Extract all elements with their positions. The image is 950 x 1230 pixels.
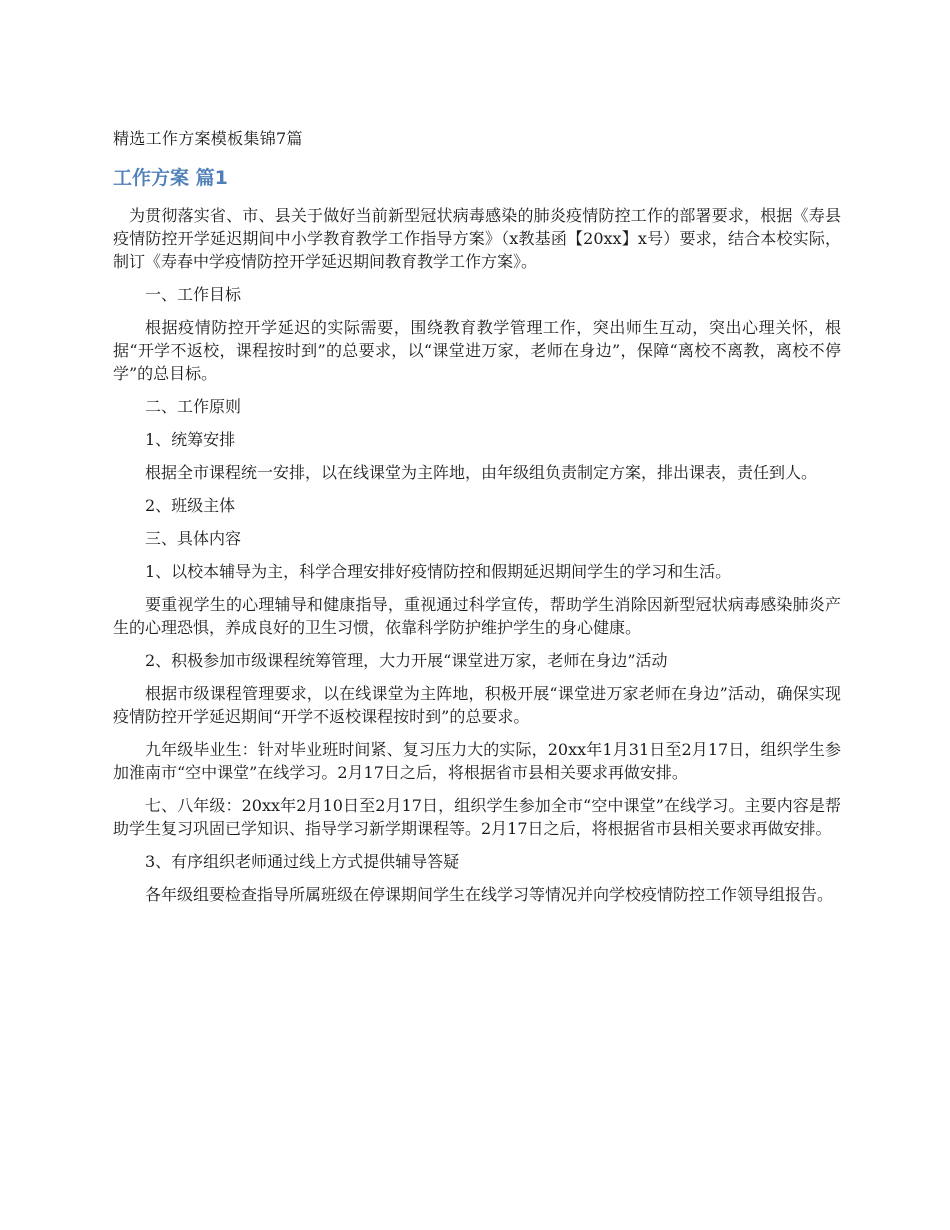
subheading-school-tutoring: 1、以校本辅导为主，科学合理安排好疫情防控和假期延迟期间学生的学习和生活。 — [145, 562, 732, 581]
paragraph-work-goal: 根据疫情防控开学延迟的实际需要，围绕教育教学管理工作，突出师生互动，突出心理关怀，根据“开学不返校，课程按时到”的总要求，以“课堂进万家，老师在身边”，保障“离校不离教，离校不停学”的总目标。 — [113, 318, 841, 383]
heading-work-principle: 二、工作原则 — [145, 397, 242, 416]
paragraph-grade-nine: 九年级毕业生：针对毕业班时间紧、复习压力大的实际，20xx年1月31日至2月17日，组织学生参加淮南市“空中课堂”在线学习。2月17日之后，将根据省市县相关要求再做安排。 — [113, 740, 841, 782]
subheading-city-courses: 2、积极参加市级课程统筹管理，大力开展“课堂进万家，老师在身边”活动 — [145, 651, 668, 670]
section-heading: 工作方案 篇1 — [113, 167, 228, 189]
paragraph-grade-seven-eight: 七、八年级：20xx年2月10日至2月17日，组织学生参加全市“空中课堂”在线学习。主要内容是帮助学生复习巩固已学知识、指导学习新学期课程等。2月17日之后，将根据省市县相关要求再做安排。 — [113, 796, 841, 838]
paragraph-overall-planning: 根据全市课程统一安排，以在线课堂为主阵地，由年级组负责制定方案，排出课表，责任到人。 — [145, 463, 818, 482]
document-body — [113, 204, 841, 916]
document-title: 精选工作方案模板集锦7篇 — [113, 129, 303, 148]
paragraph-intro: 为贯彻落实省、市、县关于做好当前新型冠状病毒感染的肺炎疫情防控工作的部署要求，根据《寿县疫情防控开学延迟期间中小学教育教学工作指导方案》（x教基函【20xx】x号）要求，结合本校实际，制订《寿春中学疫情防控开学延迟期间教育教学工作方案》。 — [113, 206, 841, 271]
subheading-class-subject: 2、班级主体 — [145, 496, 236, 515]
paragraph-city-courses: 根据市级课程管理要求，以在线课堂为主阵地，积极开展“课堂进万家老师在身边”活动，确保实现疫情防控开学延迟期间“开学不返校课程按时到”的总要求。 — [113, 684, 841, 726]
paragraph-grade-reporting: 各年级组要检查指导所属班级在停课期间学生在线学习等情况并向学校疫情防控工作领导组报告。 — [145, 885, 834, 904]
heading-work-goal: 一、工作目标 — [145, 285, 242, 304]
heading-specific-content: 三、具体内容 — [145, 529, 242, 548]
subheading-overall-planning: 1、统筹安排 — [145, 430, 236, 449]
paragraph-psych-guidance: 要重视学生的心理辅导和健康指导，重视通过科学宣传，帮助学生消除因新型冠状病毒感染肺炎产生的心理恐惧，养成良好的卫生习惯，依靠科学防护维护学生的身心健康。 — [113, 595, 841, 637]
subheading-online-tutoring: 3、有序组织老师通过线上方式提供辅导答疑 — [145, 852, 460, 871]
